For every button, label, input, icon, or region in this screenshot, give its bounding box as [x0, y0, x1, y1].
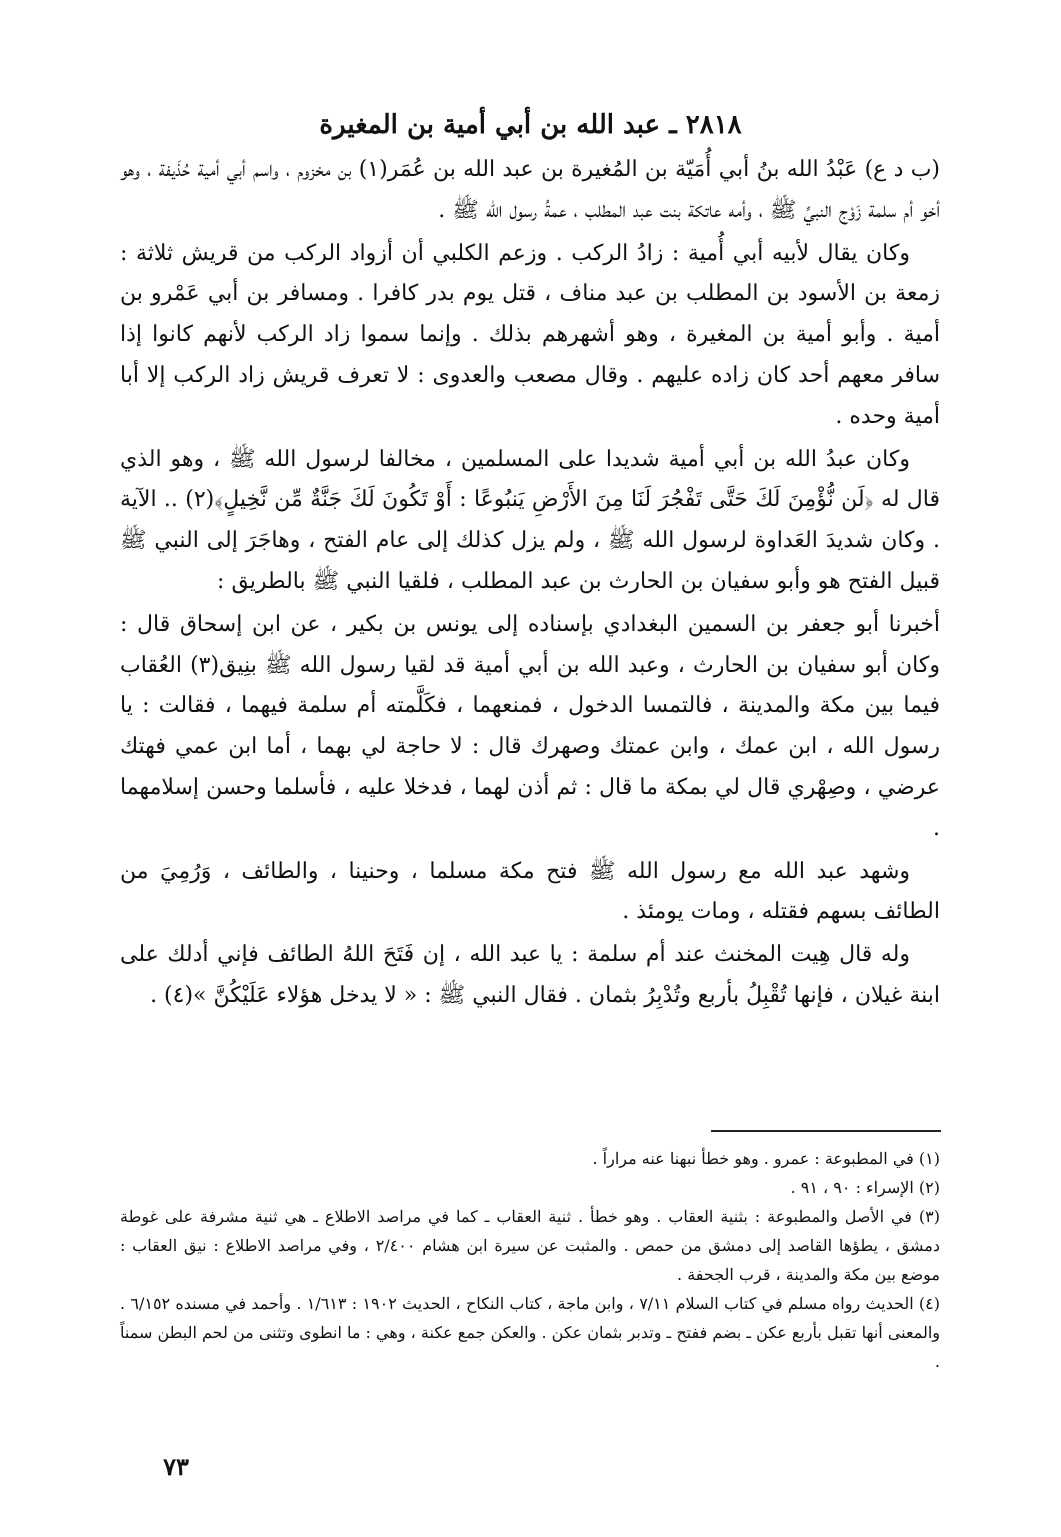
- footnote-4: (٤) الحديث رواه مسلم في كتاب السلام ٧/١١ ، وابن ماجة ، كتاب النكاح ، الحديث ١٩٠٢ : ١/٦١٣ . وأحمد في مسنده ٦/١٥٢ . والمعنى أنها تقبل بأربع عكن ـ بضم ففتح ـ وتدبر بثمان عكن . والعكن جمع عكنة ، وهي : ما انطوى وتثنى من لحم البطن سمناً .: [120, 1294, 941, 1371]
- footnote-3: (٣) في الأصل والمطبوعة : بثنية العقاب . وهو خطأ . ثنية العقاب ـ كما في مراصد الاطلاع ـ هي ثنية مشرفة على غوطة دمشق ، يطؤها القاصد إلى دمشق من حمص . والمثبت عن سيرة ابن هشام ٢/٤٠٠ ، وفي مراصد الاطلاع : نيق العقاب : موضع بين مكة والمدينة ، قرب الجحفة .: [120, 1207, 941, 1284]
- page-number: ٧٣: [163, 1452, 189, 1481]
- paragraph-1: (ب د ع) عَبْدُ الله بنُ أبي أُمَيّة بن المُغيرة بن عبد الله بن عُمَر(١) بن مخزوم ، واسم أبي أمية حُذَيفة ، وهو أخو أم سلمة زَوْج النبيِّ ﷺ ، وأمه عاتكة بنت عبد المطلب ، عمةُ رسول الله ﷺ .: [120, 157, 941, 223]
- footnote-1: (١) في المطبوعة : عمرو . وهو خطأ نبهنا عنه مراراً .: [592, 1149, 940, 1168]
- paragraph-6: وله قال هِيت المخنث عند أم سلمة : يا عبد الله ، إن فَتَحَ اللهُ الطائف فإني أدلك على ابنة غيلان ، فإنها تُقْبِلُ بأربع وتُدْبِرُ بثمان . فقال النبي ﷺ : « لا يدخل هؤلاء عَلَيْكُنَّ »(٤) .: [120, 942, 940, 1008]
- main-text: [120, 150, 940, 1019]
- footnote-2: (٢) الإسراء : ٩٠ ، ٩١ .: [790, 1178, 940, 1197]
- paragraph-2: وكان يقال لأبيه أبي أُمية : زادُ الركب . وزعم الكلبي أن أزواد الركب من قريش ثلاثة : زمعة بن الأسود بن المطلب بن عبد مناف ، قتل يوم بدر كافرا . ومسافر بن أبي عَمْرو بن أمية . وأبو أمية بن المغيرة ، وهو أشهرهم بذلك . وإنما سموا زاد الركب لأنهم كانوا إذا سافر معهم أحد كان زاده عليهم . وقال مصعب والعدوى : لا تعرف قريش زاد الركب إلا أبا أمية وحده .: [120, 240, 940, 429]
- paragraph-5: وشهد عبد الله مع رسول الله ﷺ فتح مكة مسلما ، وحنينا ، والطائف ، وَرُمِيَ من الطائف بسهم فقتله ، ومات يومئذ .: [120, 858, 940, 925]
- footnotes: [120, 1144, 940, 1376]
- entry-title: ٢٨١٨ ـ عبد الله بن أبي أمية بن المغيرة: [319, 110, 742, 140]
- paragraph-4: أخبرنا أبو جعفر بن السمين البغدادي بإسناده إلى يونس بن بكير ، عن ابن إسحاق قال : وكان أبو سفيان بن الحارث ، وعبد الله بن أبي أمية قد لقيا رسول الله ﷺ بنِيق(٣) العُقاب فيما بين مكة والمدينة ، فالتمسا الدخول ، فمنعهما ، فكَلَّمته أم سلمة فيهما ، فقالت : يا رسول الله ، ابن عمك ، وابن عمتك وصهرك قال : لا حاجة لي بهما ، أما ابن عمي فهتك عرضي ، وصِهْري قال لي بمكة ما قال : ثم أذن لهما ، فدخلا عليه ، فأسلما وحسن إسلامهما .: [120, 611, 940, 841]
- paragraph-3: وكان عبدُ الله بن أبي أمية شديدا على المسلمين ، مخالفا لرسول الله ﷺ ، وهو الذي قال له ﴿لَن نُّؤْمِنَ لَكَ حَتَّى تَفْجُرَ لَنَا مِنَ الأَرْضِ يَنبُوعًا : أَوْ تَكُونَ لَكَ جَنَّةٌ مِّن نَّخِيلٍ﴾(٢) .. الآية . وكان شديدَ العَداوة لرسول الله ﷺ ، ولم يزل كذلك إلى عام الفتح ، وهاجَرَ إلى النبي ﷺ قبيل الفتح هو وأبو سفيان بن الحارث بن عبد المطلب ، فلقيا النبي ﷺ بالطريق :: [120, 446, 940, 594]
- footnote-divider: [711, 1130, 941, 1132]
